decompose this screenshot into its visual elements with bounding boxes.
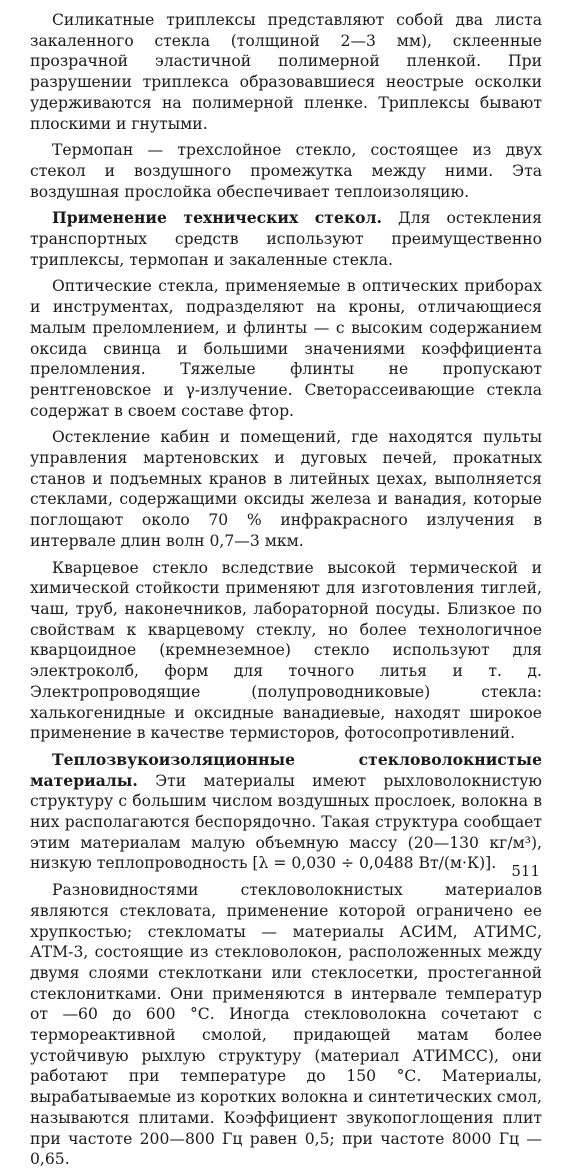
paragraph-text: Оптические стекла, применяемые в оптических приборах и инструментах, подразделяют на кроны, отличающиеся малым преломлением, и флинты — с высоким содержанием оксида свинца и большими значениями коэффициента преломления. Тяжелые флинты не пропускают рентгеновское и γ-излучение. Светорассеивающие стекла содержат в своем составе фтор. [30, 277, 542, 420]
paragraph-text: Кварцевое стекло вследствие высокой термической и химической стойкости применяют для изготовления тиглей, чаш, труб, наконечников, лабораторной посуды. Близкое по свойствам к кварцевому стеклу, но более технологичное кварцоидное (кремнеземное) стекло используют для электроколб, форм для точного литья и т. д. Электропроводящие (полупроводниковые) стекла: халькогенидные и оксидные ванадиевые, находят широкое применение в качестве термисторов, фотосопротивлений. [30, 558, 542, 743]
section-heading: Теплозвукоизоляционные стекловолокнистые материалы. [30, 749, 542, 790]
paragraph-fiber-materials [30, 750, 542, 874]
section-heading: Применение технических стекол. [52, 208, 382, 228]
paragraph-text: Термопан — трехслойное стекло, состоящее из двух стекол и воздушного промежутка между ними. Эта воздушная прослойка обеспечивает теплоизоляцию. [30, 141, 542, 201]
paragraph-glazing [30, 427, 542, 551]
paragraph-termopan [30, 140, 542, 202]
paragraph-application [30, 208, 542, 270]
page-number: 511 [511, 862, 540, 880]
paragraph-fiber-types [30, 880, 542, 1170]
paragraph-quartz [30, 558, 542, 744]
paragraph-text: Разновидностями стекловолокнистых материалов являются стекловата, применение которой ограничено ее хрупкостью; стекломаты — материалы АСИМ, АТИМС, АТМ-3, состоящие из стекловолокон, расположенных между двумя слоями стеклоткани или стеклосетки, простеганной стеклонитками. Они применяются в интервале температур от —60 до 600 °С. Иногда стекловолокна сочетают с термореактивной смолой, придающей матам более устойчивую рыхлую структуру (материал АТИМСС), они работают при температуре до 150 °С. Материалы, вырабатываемые из коротких волокна и синтетических смол, называются плитами. Коэффициент звукопоглощения плит при частоте 200—800 Гц равен 0,5; при частоте 8000 Гц — 0,65. [30, 881, 542, 1169]
paragraph-text: Эти материалы имеют рыхловолокнистую структуру с большим числом воздушных прослоек, волокна в них располагаются беспорядочно. Такая структура сообщает этим материалам малую объемную массу (20—130 кг/м³), низкую теплопроводность [λ = 0,030 ÷ 0,0488 Вт/(м·К)]. [30, 771, 542, 873]
paragraph-optical [30, 276, 542, 421]
paragraph-text: Силикатные триплексы представляют собой два листа закаленного стекла (толщиной 2—3 мм), склеенные прозрачной эластичной полимерной пленкой. При разрушении триплекса образовавшиеся неострые осколки удерживаются на полимерной пленке. Триплексы бывают плоскими и гнутыми. [30, 11, 542, 133]
paragraph-text: Для остекления транспортных средств используют преимущественно триплексы, термопан и закаленные стекла. [30, 209, 542, 269]
paragraph-text: Остекление кабин и помещений, где находятся пульты управления мартеновских и дуговых печей, прокатных станов и подъемных кранов в литейных цехах, выполняется стеклами, содержащими оксиды железа и ванадия, которые поглощают около 70 % инфракрасного излучения в интервале длин волн 0,7—3 мкм. [30, 428, 542, 550]
page-body [30, 10, 542, 1176]
paragraph-triplex [30, 10, 542, 134]
